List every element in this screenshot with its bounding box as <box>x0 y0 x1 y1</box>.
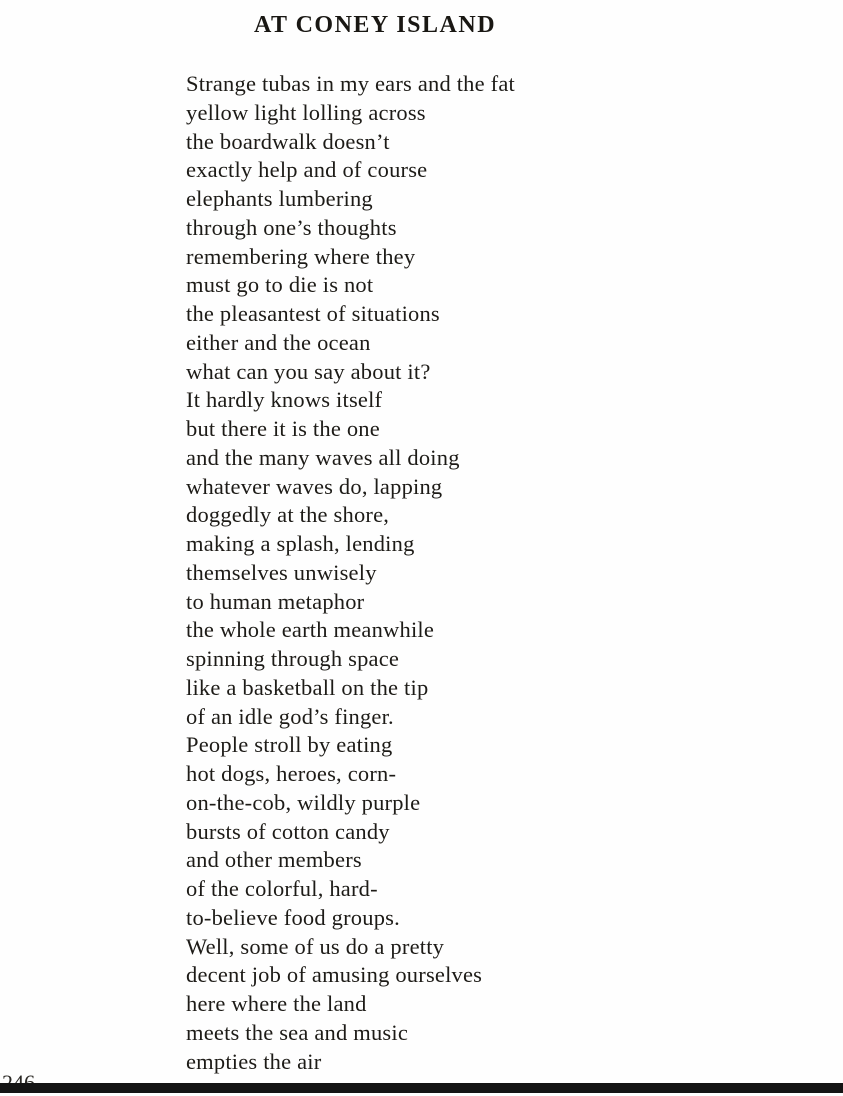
poem-title: AT CONEY ISLAND <box>253 12 497 38</box>
poem-line: whatever waves do, lapping <box>186 473 443 499</box>
poem-line: to human metaphor <box>186 588 365 614</box>
poem-line: remembering where they <box>186 243 416 269</box>
poem-line: the pleasantest of situations <box>186 301 440 326</box>
poem-line: like a basketball on the tip <box>186 674 429 700</box>
poem-line: the boardwalk doesn’t <box>186 128 390 154</box>
poem-line: People stroll by eating <box>186 732 393 758</box>
poem-body <box>186 70 666 1076</box>
poem-line: yellow light lolling across <box>186 99 426 125</box>
poem-line: of an idle god’s finger. <box>186 703 394 729</box>
poem-line: doggedly at the shore, <box>186 502 390 528</box>
poem-line: It hardly knows itself <box>186 387 383 413</box>
poem-line: here where the land <box>186 991 367 1016</box>
poem-line: hot dogs, heroes, corn- <box>186 761 397 786</box>
poem-line: themselves unwisely <box>186 559 377 585</box>
poem-line: on-the-cob, wildly purple <box>186 789 421 815</box>
poem-line: spinning through space <box>186 646 400 671</box>
poem-line: of the colorful, hard- <box>186 876 378 901</box>
poem-line: to-believe food groups. <box>186 904 400 930</box>
poem-line: Well, some of us do a pretty <box>186 933 445 959</box>
poem-line: and the many waves all doing <box>186 444 460 470</box>
bottom-edge-bar <box>0 1083 843 1093</box>
poem-line: must go to die is not <box>186 272 374 298</box>
poem-line: what can you say about it? <box>186 358 431 384</box>
poem-line: decent job of amusing ourselves <box>186 962 483 988</box>
poem-line: meets the sea and music <box>186 1019 409 1045</box>
poem-line: either and the ocean <box>186 329 371 355</box>
poem-line: empties the air <box>186 1048 322 1074</box>
poem-line: bursts of cotton candy <box>186 818 390 844</box>
poem-line: exactly help and of course <box>186 157 428 183</box>
poem-line: and other members <box>186 847 362 873</box>
poem-line: Strange tubas in my ears and the fat <box>186 71 515 96</box>
poem-line: the whole earth meanwhile <box>186 617 435 643</box>
poem-line: making a splash, lending <box>186 531 415 556</box>
poem-line: elephants lumbering <box>186 186 373 211</box>
poem-line: but there it is the one <box>186 416 380 441</box>
poem-line: through one’s thoughts <box>186 214 397 240</box>
